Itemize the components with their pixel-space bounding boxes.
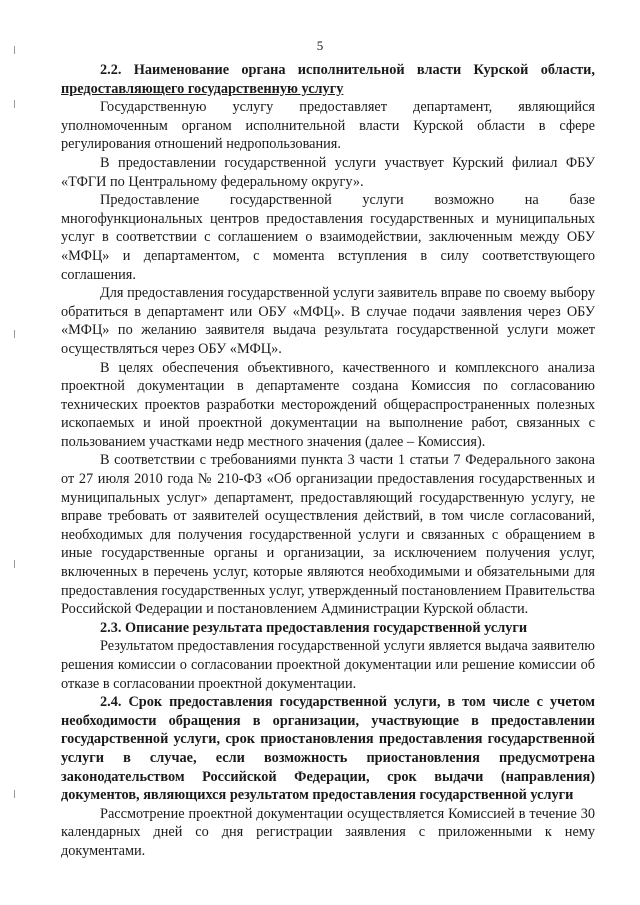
paragraph: Результатом предоставления государственной услуги является выдача заявителю решения комиссии о согласовании проектной документации или решение комиссии об отказе в согласовании проектной документации. — [61, 638, 595, 692]
paragraph: В целях обеспечения объективного, качественного и комплексного анализа проектной документации в департаменте создана Комиссия по согласованию технических проектов разработки месторождений общераспространенных полезных ископаемых и иной проектной документации на выполнение работ, связанных с пользованием участками недр местного значения (далее – Комиссия). — [61, 359, 595, 450]
section-2-2 — [61, 61, 595, 619]
section-heading: 2.3. Описание результата предоставления государственной услуги — [100, 619, 528, 636]
section-heading — [61, 61, 595, 98]
section-2-4 — [61, 693, 595, 860]
document-body — [61, 61, 595, 861]
paragraph: Рассмотрение проектной документации осуществляется Комиссией в течение 30 календарных дней со дня регистрации заявления с приложенными к нему документами. — [61, 805, 595, 859]
binding-margin-marks — [14, 0, 20, 905]
section-2-3 — [61, 619, 595, 693]
paragraph: Государственную услугу предоставляет департамент, являющийся уполномоченным органом исполнительной власти Курской области в сфере регулирования отношений недропользования. — [61, 99, 595, 153]
section-heading-underlined: предоставляющего государственную услугу — [61, 80, 344, 97]
section-heading: 2.4. Срок предоставления государственной услуги, в том числе с учетом необходимости обращения в организации, участвующие в предоставлении государственной услуги, срок приостановления предоставления государственной услуги в случае, если возможность приостановления предусмотрена законодательством Российской Федерации, срок выдачи (направления) документов, являющихся результатом предоставления государственной услуги — [61, 694, 595, 804]
paragraph: В соответствии с требованиями пункта 3 части 1 статьи 7 Федерального закона от 27 июля 2010 года № 210-ФЗ «Об организации предоставления государственных и муниципальных услуг» департамент, предоставляющий государственную услугу, не вправе требовать от заявителей осуществления действий, в том числе согласований, необходимых для получения государственной услуги и связанных с обращением в иные государственные органы и организации, за исключением получения услуг, включенных в перечень услуг, которые являются необходимыми и обязательными для предоставления государственных услуг, утвержденный постановлением Правительства Российской Федерации и постановлением Администрации Курской области. — [61, 452, 595, 618]
page-number: 5 — [316, 38, 324, 53]
paragraph: Предоставление государственной услуги возможно на базе многофункциональных центров предоставления государственных и муниципальных услуг в соответствии с соглашением о взаимодействии, заключенным между ОБУ «МФЦ» и департаментом, с момента вступления в силу соответствующего соглашения. — [61, 192, 595, 283]
paragraph: Для предоставления государственной услуги заявитель вправе по своему выбору обратиться в департамент или ОБУ «МФЦ». В случае подачи заявления через ОБУ «МФЦ» по желанию заявителя выдача результата государственной услуги может осуществляться через ОБУ «МФЦ». — [61, 285, 595, 357]
section-heading-main: 2.2. Наименование органа исполнительной власти Курской области, — [100, 62, 595, 78]
paragraph: В предоставлении государственной услуги участвует Курский филиал ФБУ «ТФГИ по Центральному федеральному округу». — [61, 154, 595, 190]
